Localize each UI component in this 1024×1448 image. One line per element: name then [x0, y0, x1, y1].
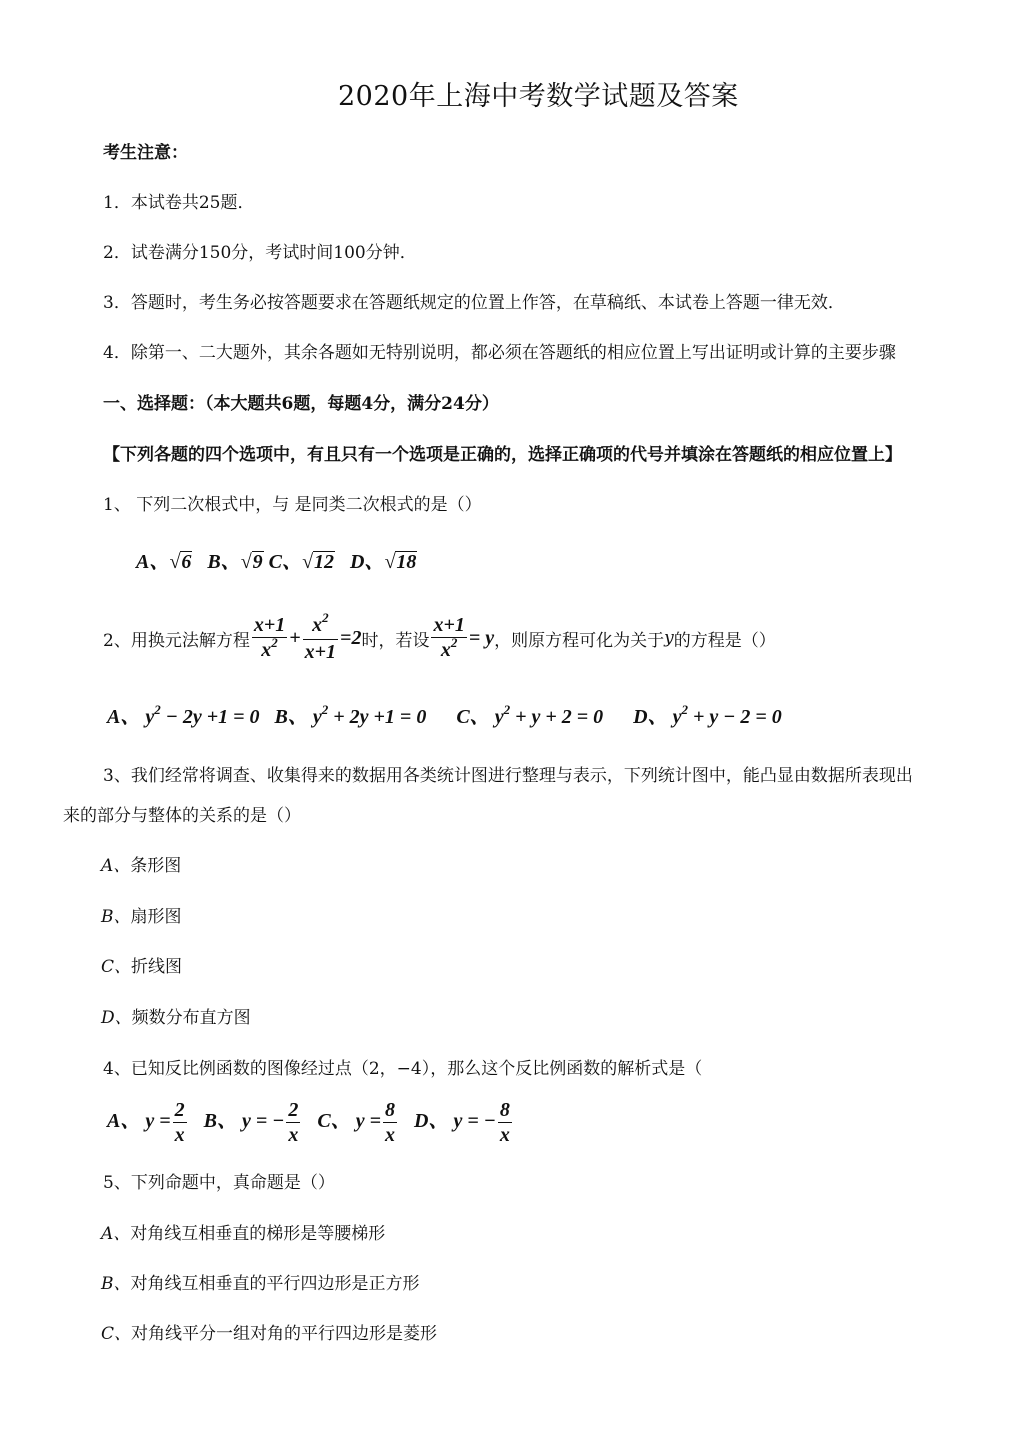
q1-option-d: D、√18: [349, 551, 417, 573]
q1-option-c: C、√12: [268, 551, 334, 573]
q3-option-a: A、条形图: [101, 856, 182, 876]
q4-option-c: C、 y = $\frac{8}{x}$: [317, 1098, 395, 1146]
q3-stem-line1: 3、我们经常将调查、收集得来的数据用各类统计图进行整理与表示，下列统计图中，能凸显由数据所表现出: [103, 766, 913, 786]
q2-option-d: D、 $y^2 + y - 2 = 0$: [633, 702, 782, 728]
notice-item-3: 3．答题时，考生务必按答题要求在答题纸规定的位置上作答，在草稿纸、本试卷上答题一律无效．: [103, 293, 845, 313]
page-title: 2020年上海中考数学试题及答案: [338, 81, 739, 112]
q5-option-b: B、对角线互相垂直的平行四边形是正方形: [101, 1274, 420, 1294]
q3-option-b: B、扇形图: [101, 907, 182, 927]
q4-options: [107, 1094, 514, 1150]
q4-option-b: B、 y = − $\frac{2}{x}$: [203, 1098, 299, 1146]
notice-item-2: 2．试卷满分150分，考试时间100分钟．: [103, 243, 417, 263]
q4-stem: 4、已知反比例函数的图像经过点（2，−4），那么这个反比例函数的解析式是（: [103, 1059, 703, 1079]
q2-options: [107, 700, 782, 729]
q3-option-d: D、频数分布直方图: [101, 1008, 251, 1028]
q1-stem: 1、 下列二次根式中，与 是同类二次根式的是（）: [103, 495, 482, 515]
q5-stem: 5、下列命题中，真命题是（）: [103, 1173, 335, 1193]
q2-fraction-2: $\frac{x^2}{x+1}$: [304, 609, 337, 663]
notice-heading: 考生注意：: [103, 143, 188, 163]
q2-stem: 2、用换元法解方程 $\frac{x+1}{x^2}$ + $\frac{x^2}{x+1}$ =2 时，若设 $\frac{x+1}{x^2}$ = y ，则原方程可化为关于 y 的方程是（）: [103, 609, 776, 663]
q2-substitution: $\frac{x+1}{x^2}$: [433, 613, 465, 661]
q2-fraction-1: $\frac{x+1}{x^2}$: [253, 613, 286, 661]
q4-option-a: A、 y = $\frac{2}{x}$: [107, 1098, 185, 1146]
q2-option-b: B、 $y^2 + 2y +1 = 0$: [274, 702, 427, 728]
section-heading: 一、选择题：（本大题共6题，每题4分，满分24分）: [103, 394, 499, 414]
q5-option-c: C、对角线平分一组对角的平行四边形是菱形: [101, 1324, 438, 1344]
q1-options: [136, 545, 417, 574]
q1-option-a: A、√6: [136, 551, 192, 573]
section-instruction: 【下列各题的四个选项中，有且只有一个选项是正确的，选择正确项的代号并填涂在答题纸的相应位置上】: [103, 445, 902, 465]
q2-option-a: A、 $y^2 - 2y +1 = 0$: [107, 702, 260, 728]
notice-item-1: 1．本试卷共25题．: [103, 193, 255, 213]
q3-stem-line2: 来的部分与整体的关系的是（）: [63, 806, 301, 826]
q4-option-d: D、 y = − $\frac{8}{x}$: [414, 1098, 510, 1146]
q1-option-b: B、√9: [207, 551, 263, 573]
q2-option-c: C、 $y^2 + y + 2 = 0$: [456, 702, 604, 728]
notice-item-4: 4．除第一、二大题外，其余各题如无特别说明，都必须在答题纸的相应位置上写出证明或计算的主要步骤: [103, 343, 896, 363]
q3-option-c: C、折线图: [101, 957, 183, 977]
q5-option-a: A、对角线互相垂直的梯形是等腰梯形: [101, 1224, 386, 1244]
